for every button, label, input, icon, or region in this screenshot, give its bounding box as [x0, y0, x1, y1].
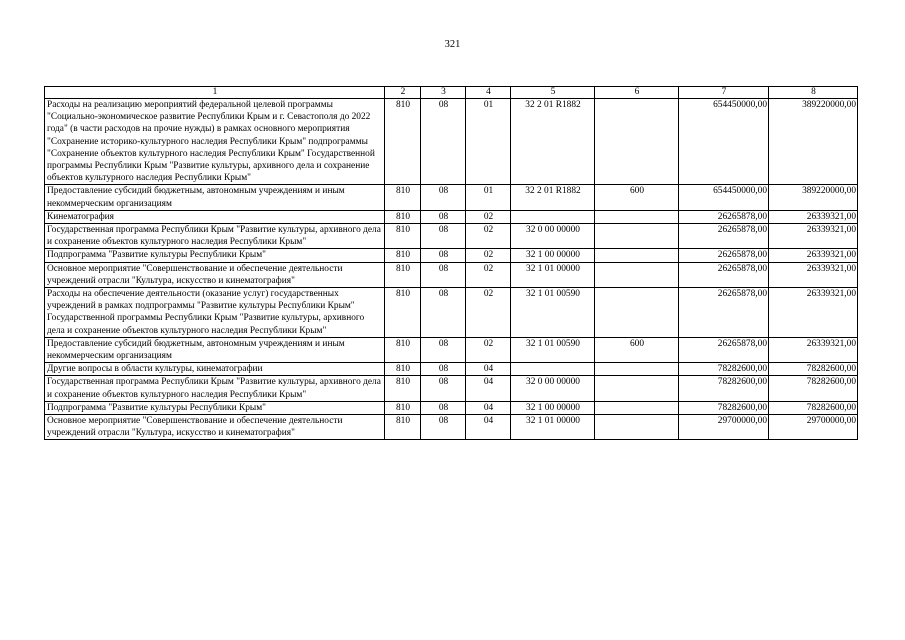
- budget-table: [44, 86, 858, 440]
- table-row: [45, 363, 858, 376]
- row-name: Подпрограмма "Развитие культуры Республики Крым": [45, 401, 385, 414]
- cell-expense-type: [595, 99, 679, 185]
- column-header: 5: [511, 87, 595, 99]
- cell-target-article: 32 1 01 00000: [511, 415, 595, 440]
- cell-ministry: 810: [385, 401, 421, 414]
- cell-amount-1: 26265878,00: [679, 288, 769, 338]
- cell-amount-2: 389220000,00: [769, 185, 858, 210]
- cell-amount-2: 26339321,00: [769, 249, 858, 262]
- cell-amount-1: 78282600,00: [679, 363, 769, 376]
- cell-section: 08: [421, 224, 466, 249]
- cell-section: 08: [421, 262, 466, 287]
- table-row: [45, 224, 858, 249]
- cell-target-article: 32 2 01 R1882: [511, 99, 595, 185]
- row-name: Государственная программа Республики Крым "Развитие культуры, архивного дела и сохранение объектов культурного наследия Республики Крым": [45, 224, 385, 249]
- table-row: [45, 415, 858, 440]
- column-header: 8: [769, 87, 858, 99]
- cell-amount-2: 26339321,00: [769, 224, 858, 249]
- cell-subsection: 02: [466, 262, 511, 287]
- cell-section: 08: [421, 376, 466, 401]
- cell-section: 08: [421, 288, 466, 338]
- table-row: [45, 262, 858, 287]
- row-name: Предоставление субсидий бюджетным, автономным учреждениям и иным некоммерческим организациям: [45, 185, 385, 210]
- cell-target-article: 32 1 01 00590: [511, 288, 595, 338]
- cell-amount-2: 78282600,00: [769, 376, 858, 401]
- cell-section: 08: [421, 99, 466, 185]
- row-name: Кинематография: [45, 210, 385, 223]
- cell-section: 08: [421, 415, 466, 440]
- cell-subsection: 04: [466, 415, 511, 440]
- cell-amount-1: 26265878,00: [679, 249, 769, 262]
- cell-expense-type: [595, 401, 679, 414]
- cell-section: 08: [421, 185, 466, 210]
- cell-target-article: 32 0 00 00000: [511, 224, 595, 249]
- cell-expense-type: [595, 249, 679, 262]
- cell-expense-type: [595, 224, 679, 249]
- column-header: 6: [595, 87, 679, 99]
- cell-expense-type: [595, 363, 679, 376]
- cell-amount-1: 654450000,00: [679, 99, 769, 185]
- cell-section: 08: [421, 337, 466, 362]
- column-header: 2: [385, 87, 421, 99]
- cell-subsection: 01: [466, 185, 511, 210]
- cell-subsection: 02: [466, 337, 511, 362]
- table-row: [45, 337, 858, 362]
- cell-target-article: 32 2 01 R1882: [511, 185, 595, 210]
- cell-section: 08: [421, 363, 466, 376]
- table-row: [45, 376, 858, 401]
- cell-target-article: 32 1 00 00000: [511, 401, 595, 414]
- cell-expense-type: [595, 210, 679, 223]
- table-row: [45, 288, 858, 338]
- row-name: Подпрограмма "Развитие культуры Республики Крым": [45, 249, 385, 262]
- cell-amount-2: 389220000,00: [769, 99, 858, 185]
- cell-expense-type: [595, 262, 679, 287]
- table-row: [45, 185, 858, 210]
- cell-subsection: 04: [466, 376, 511, 401]
- column-header: 3: [421, 87, 466, 99]
- cell-amount-1: 78282600,00: [679, 376, 769, 401]
- cell-amount-1: 78282600,00: [679, 401, 769, 414]
- cell-ministry: 810: [385, 415, 421, 440]
- table-row: [45, 249, 858, 262]
- cell-subsection: 02: [466, 249, 511, 262]
- cell-ministry: 810: [385, 262, 421, 287]
- cell-ministry: 810: [385, 363, 421, 376]
- cell-amount-2: 26339321,00: [769, 337, 858, 362]
- cell-section: 08: [421, 249, 466, 262]
- cell-ministry: 810: [385, 288, 421, 338]
- cell-amount-2: 26339321,00: [769, 288, 858, 338]
- cell-amount-2: 29700000,00: [769, 415, 858, 440]
- cell-ministry: 810: [385, 99, 421, 185]
- cell-expense-type: [595, 288, 679, 338]
- cell-amount-2: 26339321,00: [769, 210, 858, 223]
- row-name: Расходы на обеспечение деятельности (оказание услуг) государственных учреждений в рамках подпрограммы "Развитие культуры Республики Крым" Государственной программы Республики Крым "Развитие культуры, архивного дела и сохранение объектов культурного наследия Республики Крым": [45, 288, 385, 338]
- cell-target-article: 32 1 00 00000: [511, 249, 595, 262]
- cell-amount-2: 78282600,00: [769, 401, 858, 414]
- row-name: Государственная программа Республики Крым "Развитие культуры, архивного дела и сохранение объектов культурного наследия Республики Крым": [45, 376, 385, 401]
- table-row: [45, 401, 858, 414]
- cell-ministry: 810: [385, 185, 421, 210]
- table-row: [45, 210, 858, 223]
- cell-target-article: 32 1 01 00590: [511, 337, 595, 362]
- page-number: 321: [444, 39, 461, 50]
- cell-ministry: 810: [385, 376, 421, 401]
- cell-section: 08: [421, 210, 466, 223]
- cell-amount-1: 26265878,00: [679, 224, 769, 249]
- cell-amount-1: 654450000,00: [679, 185, 769, 210]
- cell-amount-1: 26265878,00: [679, 337, 769, 362]
- row-name: Предоставление субсидий бюджетным, автономным учреждениям и иным некоммерческим организациям: [45, 337, 385, 362]
- cell-ministry: 810: [385, 210, 421, 223]
- column-header: 7: [679, 87, 769, 99]
- column-header: 1: [45, 87, 385, 99]
- cell-section: 08: [421, 401, 466, 414]
- cell-target-article: [511, 363, 595, 376]
- cell-expense-type: [595, 376, 679, 401]
- cell-target-article: [511, 210, 595, 223]
- cell-subsection: 02: [466, 224, 511, 249]
- cell-ministry: 810: [385, 249, 421, 262]
- cell-expense-type: 600: [595, 337, 679, 362]
- cell-amount-2: 78282600,00: [769, 363, 858, 376]
- cell-target-article: 32 0 00 00000: [511, 376, 595, 401]
- cell-expense-type: 600: [595, 185, 679, 210]
- cell-target-article: 32 1 01 00000: [511, 262, 595, 287]
- cell-amount-1: 26265878,00: [679, 210, 769, 223]
- table-row: [45, 99, 858, 185]
- cell-amount-2: 26339321,00: [769, 262, 858, 287]
- column-header: 4: [466, 87, 511, 99]
- cell-subsection: 02: [466, 288, 511, 338]
- row-name: Основное мероприятие "Совершенствование и обеспечение деятельности учреждений отрасли "Культура, искусство и кинематография": [45, 262, 385, 287]
- cell-subsection: 04: [466, 363, 511, 376]
- cell-ministry: 810: [385, 224, 421, 249]
- header-row: [45, 87, 858, 99]
- cell-amount-1: 26265878,00: [679, 262, 769, 287]
- row-name: Расходы на реализацию мероприятий федеральной целевой программы "Социально-экономическое развитие Республики Крым и г. Севастополя до 2022 года" (в части расходов на прочие нужды) в рамках основного мероприятия "Сохранение историко-культурного наследия Республики Крым" подпрограммы "Сохранение объектов культурного наследия Республики Крым" Государственной программы Республики Крым "Развитие культуры, архивного дела и сохранение объектов культурного наследия Республики Крым": [45, 99, 385, 185]
- cell-expense-type: [595, 415, 679, 440]
- row-name: Основное мероприятие "Совершенствование и обеспечение деятельности учреждений отрасли "Культура, искусство и кинематография": [45, 415, 385, 440]
- row-name: Другие вопросы в области культуры, кинематографии: [45, 363, 385, 376]
- cell-ministry: 810: [385, 337, 421, 362]
- cell-amount-1: 29700000,00: [679, 415, 769, 440]
- cell-subsection: 04: [466, 401, 511, 414]
- cell-subsection: 02: [466, 210, 511, 223]
- cell-subsection: 01: [466, 99, 511, 185]
